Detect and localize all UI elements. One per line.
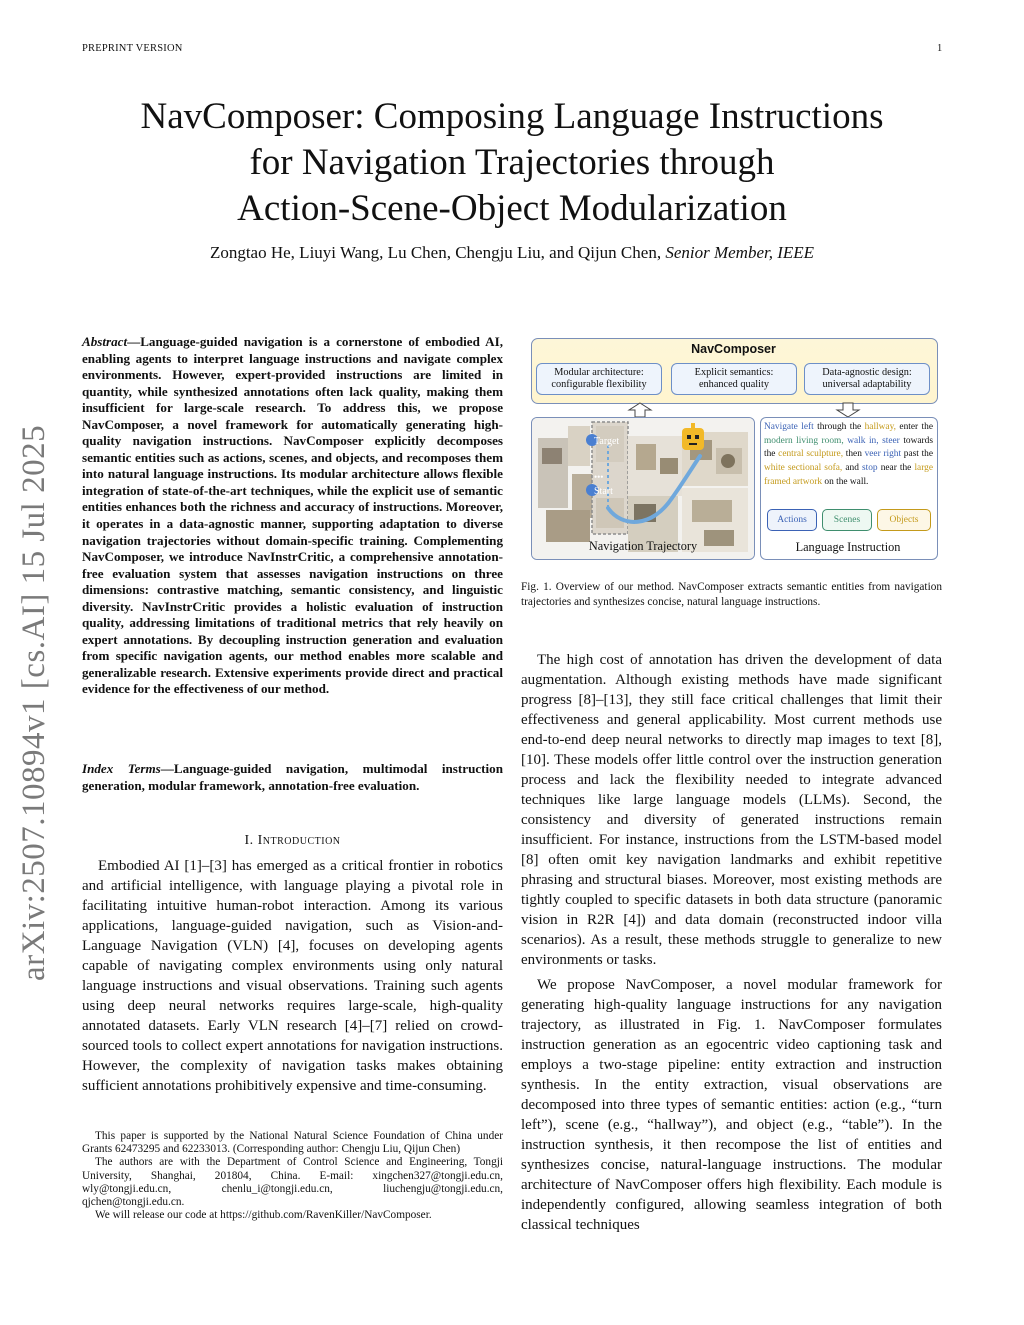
arxiv-stamp: arXiv:2507.10894v1 [cs.AI] 15 Jul 2025 <box>16 424 52 981</box>
section-number: I. <box>244 833 254 848</box>
kw-plain: on the wall. <box>824 476 869 487</box>
navcomposer-label: NavComposer <box>691 342 776 356</box>
kw-object: hallway, <box>864 422 897 432</box>
module-modular-line1: Modular architecture: <box>554 366 644 378</box>
author-names: Zongtao He, Liuyi Wang, Lu Chen, Chengju Liu, and Qijun Chen, <box>209 243 662 262</box>
instruction-caption: Language Instruction <box>795 540 901 554</box>
module-semantics-line1: Explicit semantics: <box>694 366 774 378</box>
abstract <box>82 334 503 698</box>
index-terms <box>82 761 503 794</box>
footnote-affiliations: The authors are with the Department of Control Science and Engineering, Tongji University, Shanghai, 201804, China. E-mail: xingchen327@tongji.edu.cn, wly@tongji.edu.cn, chenlu_i@tongji.edu.cn, liuchengju@tongji.edu.cn, qjchen@tongji.edu.cn. <box>82 1156 503 1209</box>
kw-action: steer <box>882 435 900 446</box>
module-modular-line2: configurable flexibility <box>551 379 647 390</box>
kw-object: central sculpture, <box>778 449 844 460</box>
chip-scenes: Scenes <box>822 509 872 531</box>
kw-plain: past the <box>903 449 934 460</box>
paper-title <box>60 94 964 232</box>
index-terms-label: Index Terms <box>82 761 161 776</box>
author-list <box>60 243 964 263</box>
kw-action: stop <box>861 463 878 474</box>
running-header: PREPRINT VERSION <box>82 43 183 54</box>
abstract-label: Abstract <box>82 334 128 349</box>
title-line-1: NavComposer: Composing Language Instructions <box>140 96 884 137</box>
kw-action: left <box>801 422 814 432</box>
intro-right-column <box>521 650 942 1240</box>
kw-plain: near the <box>880 463 912 474</box>
page-number: 1 <box>937 43 943 54</box>
figure-caption <box>521 580 942 609</box>
title-line-3: Action-Scene-Object Modularization <box>237 188 787 229</box>
arxiv-stamp-container <box>14 381 62 981</box>
target-label: Target <box>594 436 620 447</box>
index-terms-text: —Language-guided navigation, multimodal instruction generation, modular framework, annotation-free evaluation. <box>82 761 504 793</box>
instruction-text <box>764 421 933 490</box>
title-line-2: for Navigation Trajectories through <box>249 142 775 183</box>
down-arrow-icon <box>828 402 868 418</box>
dots-label: ••• <box>594 472 604 482</box>
kw-plain: towards the <box>764 435 933 460</box>
module-data-agnostic-line2: universal adaptability <box>822 379 912 390</box>
chip-objects: Objects <box>877 509 931 531</box>
kw-action: veer right <box>864 449 902 460</box>
kw-object: large framed artwork <box>764 463 934 487</box>
kw-plain: through the <box>817 422 862 432</box>
caption-text: Overview of our method. NavComposer extracts semantic entities from navigation trajectories and synthesizes concise, natural language instructions. <box>521 581 943 608</box>
abstract-text: —Language-guided navigation is a cornerstone of embodied AI, enabling agents to interpret language instructions and navigate complex environments. However, expert-provided instructions are limited in quantity, while synthesized annotations often lack quality, making them insufficient for large-scale research. To address this, we propose NavComposer, a novel framework for automatically generating high-quality navigation instructions. NavComposer explicitly decomposes semantic entities such as actions, scenes, and objects, and recomposes them into natural language instructions. Its modular architecture allows flexible integration of state-of-the-art techniques, while the explicit use of semantic entities enhances both the richness and accuracy of instructions. Moreover, it operates in a data-agnostic manner, supporting adaptation to diverse navigation trajectories without domain-specific training. Complementing NavComposer, we introduce NavInstrCritic, a comprehensive annotation-free evaluation system that assesses navigation instructions on three dimensions: contrastive matching, semantic consistency, and linguistic diversity. NavInstrCritic provides a holistic evaluation of instruction quality, addressing limitations of traditional metrics that rely heavily on expert annotations. By decoupling instruction generation and evaluation from specific navigation agents, our method enables more scalable and generalizable research. Extensive experiments provide direct and practical evidence for the effectiveness of our method. <box>82 334 503 697</box>
footnote-funding: This paper is supported by the National Natural Science Foundation of China under Grants 62473295 and 62233013. (Corresponding author: Chengju Liu, Qijun Chen) <box>82 1130 503 1156</box>
kw-plain: then <box>845 449 862 460</box>
section-title: Introduction <box>257 833 341 848</box>
kw-scene: modern living room, <box>764 435 844 446</box>
kw-plain: and <box>845 463 859 474</box>
module-data-agnostic <box>804 363 930 395</box>
kw-action: walk in, <box>847 435 879 446</box>
floorplan-image <box>532 418 754 559</box>
intro-paragraph-1: Embodied AI [1]–[3] has emerged as a critical frontier in robotics and artificial intelligence, with language playing a pivotal role in facilitating intuitive human-robot interaction. Among its various applications, language-guided navigation, such as Vision-and-Language Navigation (VLN) [4], focuses on developing agents capable of navigating complex environments using only natural language instructions and visual observations. Training such agents using deep neural networks requires large-scale, high-quality annotated datasets. Early VLN research [4]–[7] relied on crowd-sourced tools to collect expert annotations for navigation instructions. However, the complexity of navigation tasks makes obtaining sufficient annotations prohibitively expensive and time-consuming. <box>82 858 503 1094</box>
trajectory-caption: Navigation Trajectory <box>588 539 698 553</box>
kw-object: white sectional sofa, <box>764 463 843 474</box>
right-paragraph-1: The high cost of annotation has driven the development of data augmentation. Although existing methods have made significant progress [8]–[13], they still face critical challenges that limit their effectiveness and general applicability. Most current methods use end-to-end deep neural networks to directly map images to text [8], [10]. These models offer little control over the instruction generation process and lack the flexibility needed to integrate advanced techniques like large language models (LLMs). Second, the consistency and diversity of generated instructions remain insufficient. For instance, instructions from the LSTM-based model [8] often omit key navigation landmarks and exhibit repetitive phrasing and structural biases. Moreover, most existing methods are tightly coupled to specific datasets in both data structure (panoramic vision in R2R [4]) and data domain (reconstructed indoor villa scenarios). As a result, these methods struggle to generalize to new environments or tasks. <box>521 652 942 968</box>
section-heading <box>82 833 503 849</box>
right-paragraph-2: We propose NavComposer, a novel modular framework for generating high-quality language instructions for any navigation trajectory, as illustrated in Fig. 1. NavComposer formulates instruction generation as an egocentric video captioning task and employs a two-stage pipeline: entity extraction and instruction synthesis. In the entity extraction, visual observations are decomposed into three types of semantic entities: action (e.g., “turn left”), scene (e.g., “hallway”), and object (e.g., “table”). In the instruction synthesis, it then recompose the list of entities and synthesizes concise, natural-language instructions. The modular architecture of NavComposer offers high flexibility. Each module is independently configured, allowing seamless integration of both classical techniques <box>521 977 942 1233</box>
kw-action: Navigate <box>764 422 798 432</box>
caption-label: Fig. 1. <box>521 581 552 593</box>
module-semantics <box>671 363 797 395</box>
author-membership: Senior Member, IEEE <box>665 243 815 262</box>
module-semantics-line2: enhanced quality <box>698 379 770 390</box>
module-modular <box>536 363 662 395</box>
start-label: Start <box>594 486 613 497</box>
kw-plain: enter the <box>899 422 934 432</box>
chip-actions: Actions <box>767 509 817 531</box>
intro-left-column <box>82 856 503 1096</box>
trajectory-panel <box>531 417 755 560</box>
module-data-agnostic-line1: Data-agnostic design: <box>822 366 912 378</box>
up-arrow-icon <box>620 402 660 418</box>
footnotes <box>82 1130 503 1222</box>
footnote-code: We will release our code at https://github.com/RavenKiller/NavComposer. <box>95 1209 432 1222</box>
